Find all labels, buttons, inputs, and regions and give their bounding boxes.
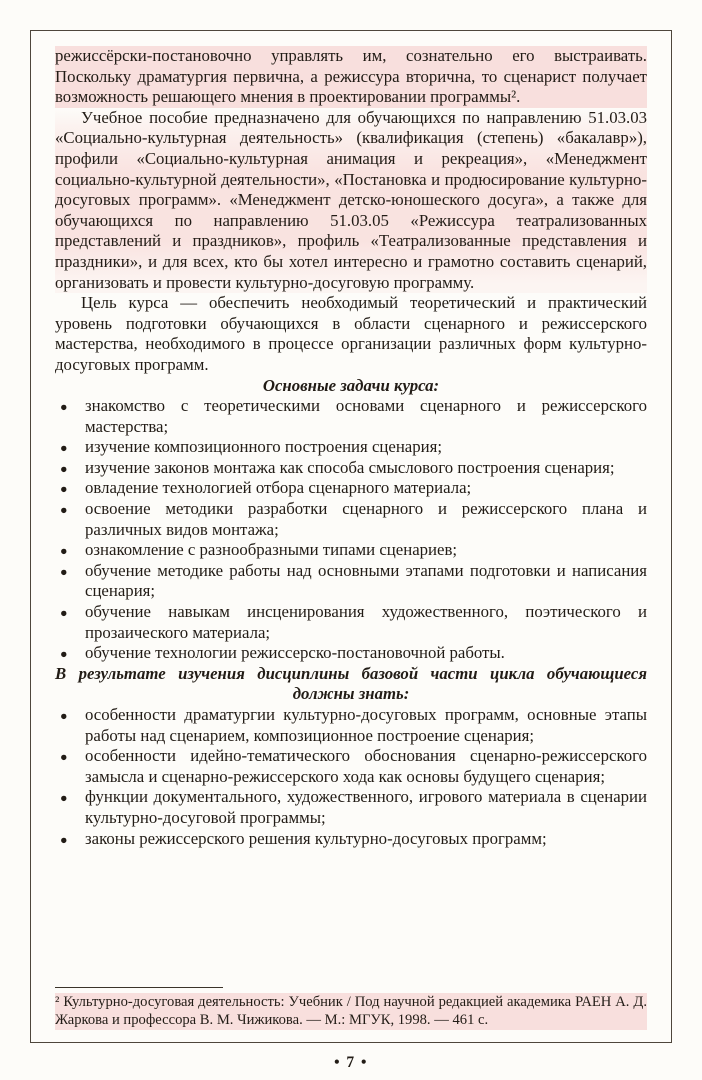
list-item-text: обучение методике работы над основными этапами подготовки и написания сценария; [85,560,647,601]
page-number: • 7 • [334,1054,368,1071]
list-item-text: знакомство с теоретическими основами сценарного и режиссерского мастерства; [85,396,647,436]
list-item [55,540,647,561]
list-item [55,478,647,499]
list-item-text: особенности драматургии культурно-досуговых программ, основные этапы работы над сценарием, композиционное построение сценария; [85,705,647,745]
tasks-heading: Основные задачи курса: [262,375,440,395]
list-item [55,561,647,602]
footnote-divider [55,987,223,988]
list-item [55,458,647,479]
paragraph-course-goal: Цель курса — обеспечить необходимый теоретический и практический уровень подготовки обучающихся в области сценарного и режиссерского мастерства, необходимого в процессе организации различных форм культурно-досуговых программ. [55,293,647,374]
bullet-icon: ● [60,482,68,497]
list-item [55,602,647,643]
list-item-text: особенности идейно-тематического обоснования сценарно-режиссерского замысла и сценарно-режиссерского хода как основы будущего сценария; [85,746,647,786]
list-item [55,746,647,787]
list-item-text: ознакомление с разнообразными типами сценариев; [85,540,458,560]
list-item-text: изучение композиционного построения сценария; [85,437,443,457]
bullet-icon: ● [60,750,68,765]
bullet-icon: ● [60,544,68,559]
bullet-icon: ● [60,606,68,621]
bullet-icon: ● [60,503,68,518]
results-heading: В результате изучения дисциплины базовой части цикла обучающиеся должны знать: [55,663,647,704]
list-item [55,787,647,828]
list-item [55,396,647,437]
list-item-text: овладение технологией отбора сценарного материала; [85,478,472,498]
bullet-icon: ● [60,461,68,476]
bullet-icon: ● [60,564,68,579]
bullet-icon: ● [60,791,68,806]
bullet-icon: ● [60,400,68,415]
bullet-icon: ● [60,709,68,723]
knowledge-list [55,705,647,849]
paragraph-manual-purpose: Учебное пособие предназначено для обучающихся по направлению 51.03.03 «Социально-культурная деятельность» (квалификация (степень) «бакалавр»), профили «Социально-культурная анимация и рекреация», «Менеджмент социально-культурной деятельности», «Постановка и продюсирование культурно-досуговых программ». «Менеджмент детско-юношеского досуга», а также для обучающихся по направлению 51.03.05 «Режиссура театрализованных представлений и праздников», профиль «Театрализованные представления и праздники», и для всех, кто бы хотел интересно и грамотно составить сценарий, организовать и провести культурно-досуговую программу. [55,107,647,292]
footnote-text: ² Культурно-досуговая деятельность: Учебник / Под научной редакцией академика РАЕН А. Д. Жаркова и профессора В. М. Чижикова. — М.: МГУК, 1998. — 461 с. [55,993,647,1029]
list-item-text: освоение методики разработки сценарного и режиссерского плана и различных видов монтажа; [85,499,647,539]
paragraph-continuation: режиссёрски-постановочно управлять им, сознательно его выстраивать. Поскольку драматургия первична, а режиссура вторична, то сценарист получает возможность решающего мнения в проектировании программы². [55,46,647,107]
tasks-list [55,396,647,664]
page-border-frame [30,30,672,1043]
list-item [55,499,647,540]
bullet-icon: ● [60,441,68,456]
list-item-text: функции документального, художественного, игрового материала в сценарии культурно-досуговой программы; [85,787,647,827]
list-item [55,437,647,458]
list-item-text: законы режиссерского решения культурно-досуговых программ; [85,828,547,848]
list-item-text: изучение законов монтажа как способа смыслового построения сценария; [85,457,615,477]
list-item [55,643,647,664]
list-item [55,829,647,850]
list-item-text: обучение навыкам инсценирования художественного, поэтического и прозаического материала; [85,602,647,642]
footnote-block [55,987,647,1030]
bullet-icon: ● [60,832,68,847]
bullet-icon: ● [60,647,68,662]
list-item-text: обучение технологии режиссерско-постановочной работы. [85,643,505,663]
list-item [55,705,647,746]
